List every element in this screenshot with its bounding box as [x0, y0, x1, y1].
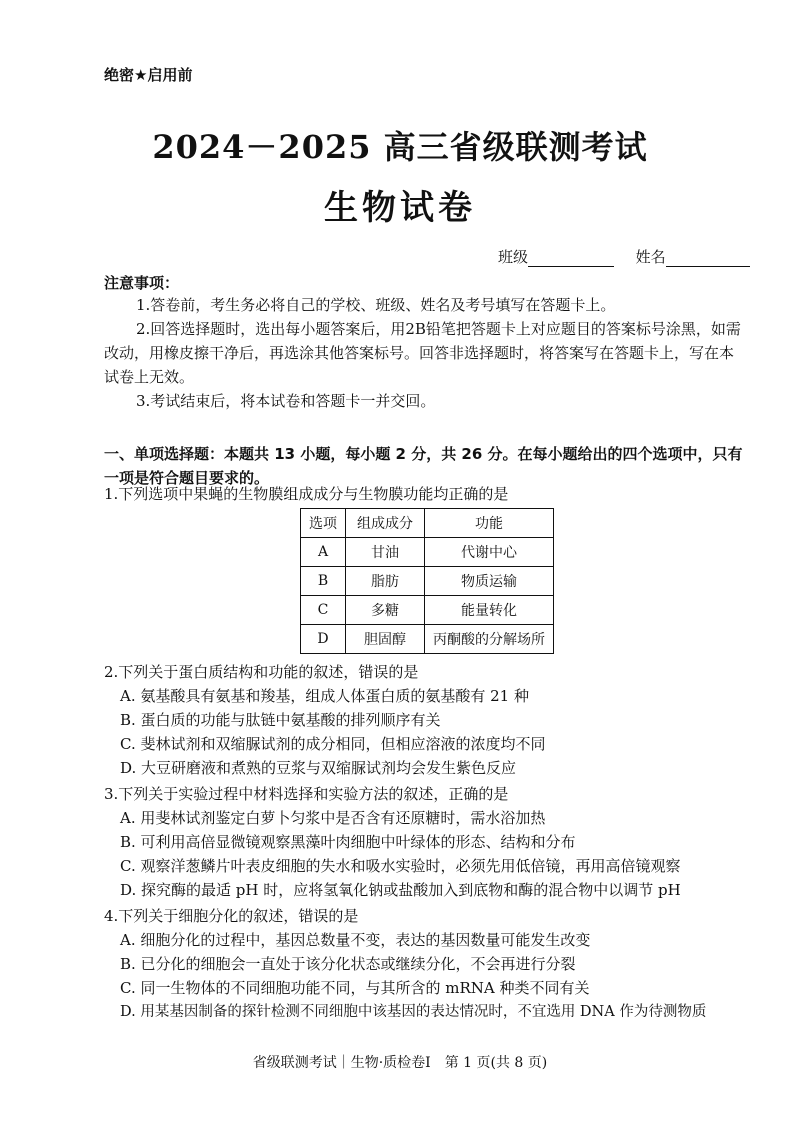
table-cell: 物质运输 — [425, 567, 554, 596]
question-3-stem: 3.下列关于实验过程中材料选择和实验方法的叙述，正确的是 — [104, 785, 509, 803]
question-2-option-b: B. 蛋白质的功能与肽链中氨基酸的排列顺序有关 — [120, 711, 441, 729]
notice-item-2: 2.回答选择题时，选出每小题答案后，用2B铅笔把答题卡上对应题目的答案标号涂黑，如需改动，用橡皮擦干净后，再选涂其他答案标号。回答非选择题时，将答案写在答题卡上，写在本试卷上无效。 — [104, 320, 741, 386]
exam-title: 2024－2025 高三省级联测考试 — [152, 128, 648, 166]
table-cell: 丙酮酸的分解场所 — [425, 625, 554, 654]
question-3-option-d: D. 探究酶的最适 pH 时，应将氢氧化钠或盐酸加入到底物和酶的混合物中以调节 pH — [120, 881, 681, 899]
notice-item-3: 3.考试结束后，将本试卷和答题卡一并交回。 — [136, 392, 436, 410]
question-4-stem: 4.下列关于细胞分化的叙述，错误的是 — [104, 907, 359, 925]
notice-heading: 注意事项： — [104, 274, 180, 292]
question-3-option-b: B. 可利用高倍显微镜观察黑藻叶肉细胞中叶绿体的形态、结构和分布 — [120, 833, 576, 851]
question-3-option-c: C. 观察洋葱鳞片叶表皮细胞的失水和吸水实验时，必须先用低倍镜，再用高倍镜观察 — [120, 857, 681, 875]
table-cell: A — [301, 538, 346, 567]
table-cell: 多糖 — [346, 596, 425, 625]
table-cell: 能量转化 — [425, 596, 554, 625]
page-footer: 省级联测考试｜生物·质检卷Ⅰ 第 1 页(共 8 页) — [252, 1055, 548, 1071]
table-cell: 胆固醇 — [346, 625, 425, 654]
question-2-stem: 2.下列关于蛋白质结构和功能的叙述，错误的是 — [104, 663, 419, 681]
class-blank[interactable] — [528, 251, 614, 267]
class-label: 班级 — [498, 248, 529, 266]
name-label: 姓名 — [635, 248, 666, 266]
question-3-option-a: A. 用斐林试剂鉴定白萝卜匀浆中是否含有还原糖时，需水浴加热 — [120, 809, 546, 827]
question-4-option-a: A. 细胞分化的过程中，基因总数量不变，表达的基因数量可能发生改变 — [120, 931, 591, 949]
table-cell: 甘油 — [346, 538, 425, 567]
notice-item-1: 1.答卷前，考生务必将自己的学校、班级、姓名及考号填写在答题卡上。 — [136, 296, 616, 314]
name-blank[interactable] — [666, 251, 750, 267]
question-4-option-d: D. 用某基因制备的探针检测不同细胞中该基因的表达情况时，不宜选用 DNA 作为待测物质 — [120, 1004, 707, 1020]
question-1-table — [300, 508, 554, 654]
question-2-option-a: A. 氨基酸具有氨基和羧基，组成人体蛋白质的氨基酸有 21 种 — [120, 687, 529, 705]
question-1-stem: 1.下列选项中果蝇的生物膜组成成分与生物膜功能均正确的是 — [104, 485, 509, 503]
section-heading: 一、单项选择题：本题共 13 小题，每小题 2 分，共 26 分。在每小题给出的四个选项中，只有一项是符合题目要求的。 — [104, 445, 743, 487]
class-name-line — [498, 246, 750, 267]
question-4-option-c: C. 同一生物体的不同细胞功能不同，与其所含的 mRNA 种类不同有关 — [120, 979, 590, 997]
table-cell: B — [301, 567, 346, 596]
question-2-option-d: D. 大豆研磨液和煮熟的豆浆与双缩脲试剂均会发生紫色反应 — [120, 759, 517, 777]
table-cell: C — [301, 596, 346, 625]
table-header-function: 功能 — [425, 509, 554, 538]
table-cell: 代谢中心 — [425, 538, 554, 567]
question-4-option-b: B. 已分化的细胞会一直处于该分化状态或继续分化，不会再进行分裂 — [120, 955, 576, 973]
table-header-option: 选项 — [301, 509, 346, 538]
subject-title: 生物试卷 — [324, 188, 476, 228]
secret-mark: 绝密★启用前 — [104, 66, 193, 84]
table-cell: D — [301, 625, 346, 654]
table-cell: 脂肪 — [346, 567, 425, 596]
question-2-option-c: C. 斐林试剂和双缩脲试剂的成分相同，但相应溶液的浓度均不同 — [120, 735, 546, 753]
table-header-component: 组成成分 — [346, 509, 425, 538]
